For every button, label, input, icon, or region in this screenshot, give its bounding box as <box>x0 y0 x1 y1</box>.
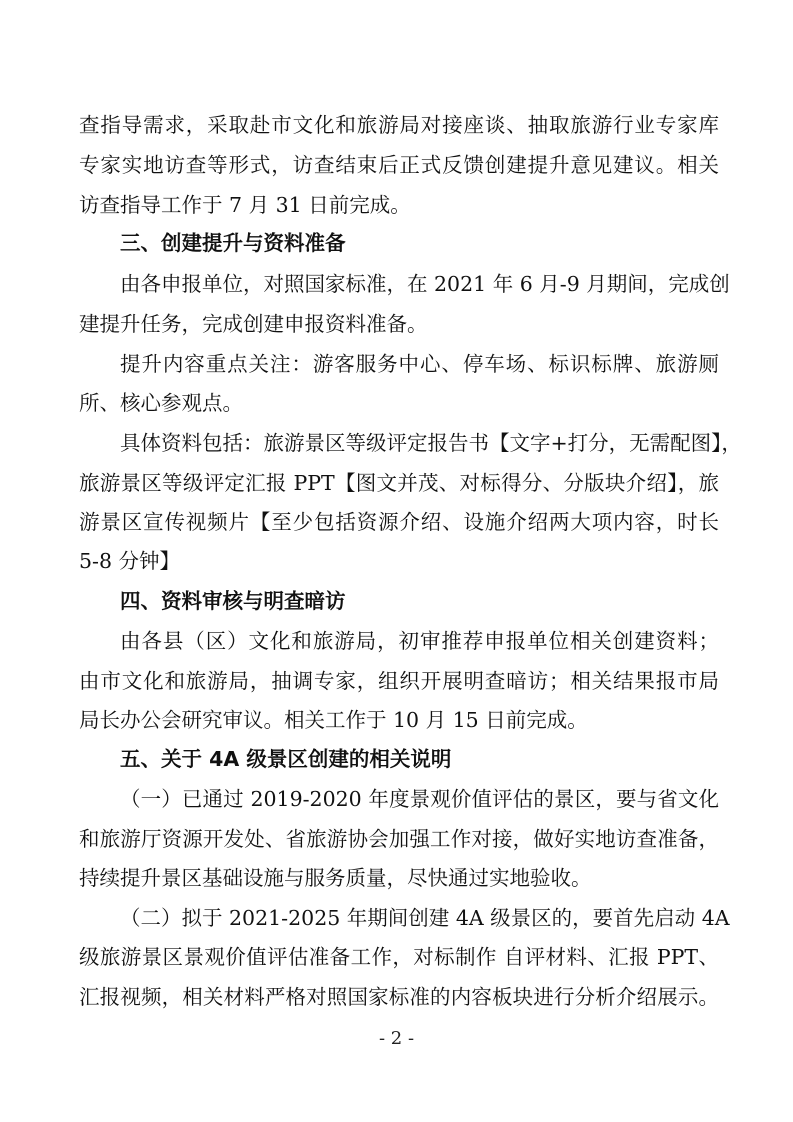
body-line: 建提升任务，完成创建申报资料准备。 <box>79 312 428 336</box>
body-line: 查指导需求，采取赴市文化和旅游局对接座谈、抽取旅游行业专家库 <box>79 113 719 137</box>
body-line: 由各申报单位，对照国家标准，在 2021 年 6 月-9 月期间，完成创 <box>120 272 730 296</box>
body-line: 专家实地访查等形式，访查结束后正式反馈创建提升意见建议。相关 <box>79 153 719 177</box>
body-line: 局长办公会研究审议。相关工作于 10 月 15 日前完成。 <box>79 708 588 732</box>
body-line: 汇报视频，相关材料严格对照国家标准的内容板块进行分析介绍展示。 <box>79 985 719 1009</box>
body-line: 5-8 分钟】 <box>79 549 181 573</box>
body-line: 旅游景区等级评定汇报 PPT【图文并茂、对标得分、分版块介绍】，旅 <box>79 471 719 495</box>
body-line: 由市文化和旅游局，抽调专家，组织开展明查暗访；相关结果报市局 <box>79 669 719 693</box>
body-line: 级旅游景区景观价值评估准备工作，对标制作 自评材料、汇报 PPT、 <box>79 945 719 969</box>
body-line: 提升内容重点关注：游客服务中心、停车场、标识标牌、旅游厕 <box>120 352 719 376</box>
body-line: 持续提升景区基础设施与服务质量，尽快通过实地验收。 <box>79 866 592 890</box>
section-heading-5: 五、关于 4A 级景区创建的相关说明 <box>120 747 452 771</box>
section-heading-3: 三、创建提升与资料准备 <box>120 231 346 255</box>
body-line: 游景区宣传视频片【至少包括资源介绍、设施介绍两大项内容，时长 <box>79 510 719 534</box>
body-line: 具体资料包括：旅游景区等级评定报告书【文字+打分，无需配图】， <box>120 431 742 455</box>
body-line: 和旅游厅资源开发处、省旅游协会加强工作对接，做好实地访查准备， <box>79 827 719 851</box>
section-heading-4: 四、资料审核与明查暗访 <box>120 589 346 613</box>
body-line: （一）已通过 2019-2020 年度景观价值评估的景区，要与省文化 <box>120 787 719 811</box>
body-line: （二）拟于 2021-2025 年期间创建 4A 级景区的，要首先启动 4A <box>120 906 730 930</box>
body-line: 由各县（区）文化和旅游局，初审推荐申报单位相关创建资料； <box>120 629 719 653</box>
body-line: 访查指导工作于 7 月 31 日前完成。 <box>79 193 411 217</box>
body-line: 所、核心参观点。 <box>79 391 243 415</box>
page-number: - 2 - <box>378 1028 415 1049</box>
